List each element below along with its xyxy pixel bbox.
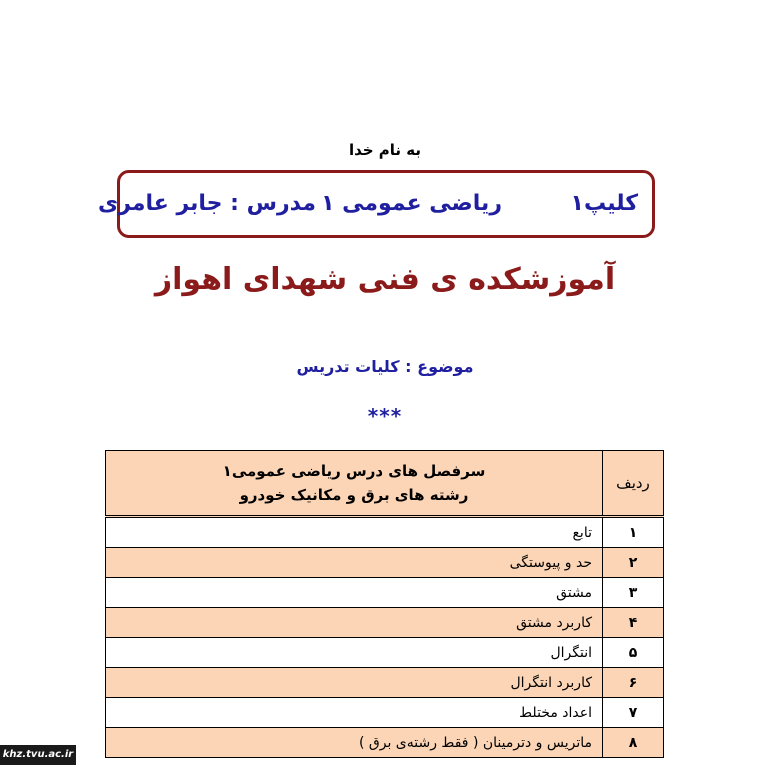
row-topic: کاربرد انتگرال [106,668,603,698]
row-number: ۴ [603,608,664,638]
row-topic: انتگرال [106,638,603,668]
teacher-name: مدرس : جابر عامری [98,191,316,216]
row-topic: کاربرد مشتق [106,608,603,638]
table-header-row [106,451,664,517]
table-row [106,608,664,638]
syllabus-table [105,450,664,758]
row-topic: مشتق [106,578,603,608]
row-topic: ماتریس و دترمینان ( فقط رشته‌ی برق ) [106,728,603,758]
row-topic: اعداد مختلط [106,698,603,728]
title-box [98,170,655,238]
row-number: ۷ [603,698,664,728]
table-row [106,668,664,698]
bismillah-heading: به نام خدا [348,141,422,159]
table-row [106,517,664,548]
subject-line: موضوع : کلیات تدریس [296,357,474,376]
college-name: آموزشکده ی فنی شهدای اهواز [154,262,616,297]
row-number: ۳ [603,578,664,608]
row-topic: حد و پیوستگی [106,548,603,578]
column-header-topics [106,451,603,517]
row-number: ۵ [603,638,664,668]
row-number: ۱ [603,517,664,548]
column-header-row-number: ردیف [603,451,664,517]
stars-divider: *** [367,404,403,428]
table-row [106,548,664,578]
table-row [106,578,664,608]
site-logo: khz.tvu.ac.ir [0,745,76,765]
row-number: ۲ [603,548,664,578]
table-row [106,698,664,728]
clip-label: کلیپ۱ [570,191,638,216]
row-topic: تابع [106,517,603,548]
table-row [106,638,664,668]
course-name: ریاضی عمومی ۱ [321,191,502,216]
header-title-line2: رشته های برق و مکانیک خودرو [239,486,469,504]
row-number: ۸ [603,728,664,758]
header-title-line1: سرفصل های درس ریاضی عمومی۱ [222,462,486,480]
table-row [106,728,664,758]
row-number: ۶ [603,668,664,698]
